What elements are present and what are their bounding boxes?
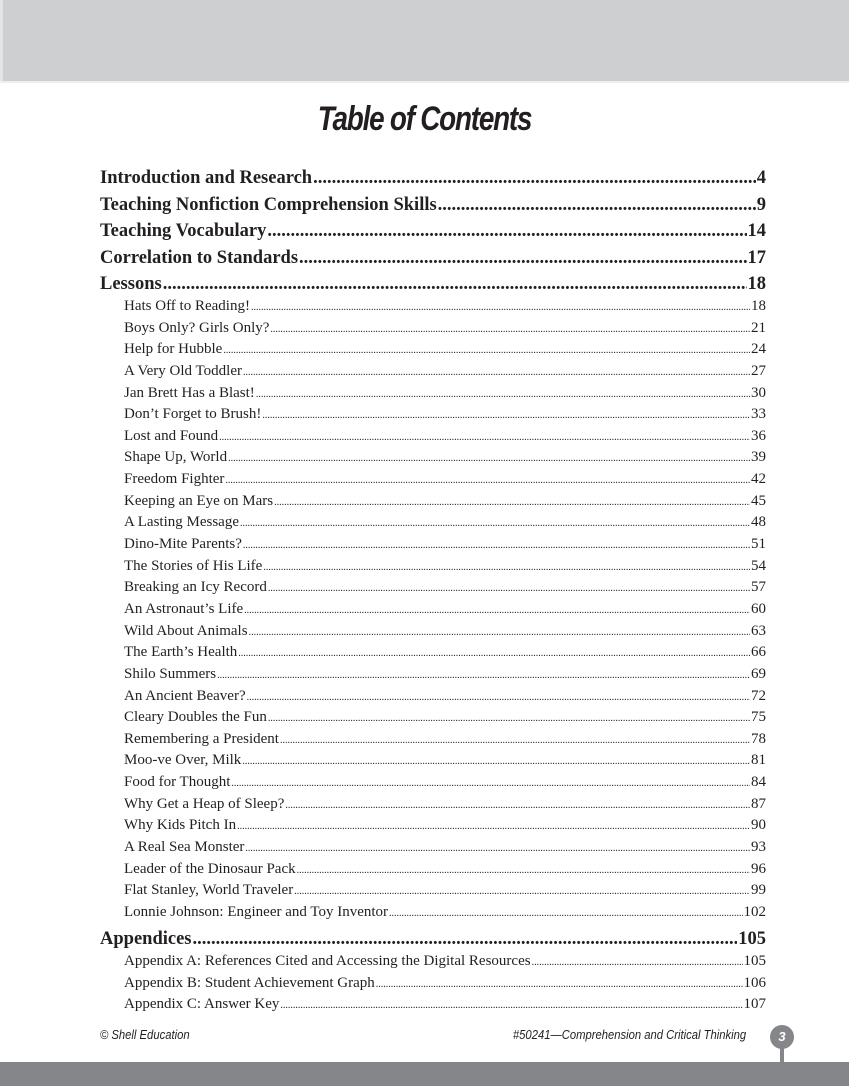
toc-entry[interactable] [124, 341, 766, 358]
toc-entry-label: Remembering a President [124, 730, 279, 747]
toc-entry-label: Shilo Summers [124, 665, 217, 682]
toc-entry-label: The Earth’s Health [124, 644, 238, 661]
dot-leader [268, 713, 750, 724]
toc-entry[interactable] [124, 817, 766, 834]
toc-section-page: 105 [738, 929, 766, 949]
dot-leader [274, 497, 750, 508]
toc-section-page: 9 [756, 194, 766, 215]
dot-leader [438, 195, 756, 216]
toc-entry-label: The Stories of His Life [124, 557, 263, 574]
toc-entry[interactable] [124, 363, 766, 380]
dot-leader [389, 908, 742, 919]
toc-entry-page: 51 [751, 536, 766, 553]
dot-leader [268, 583, 750, 594]
toc-entry-page: 45 [751, 492, 766, 509]
toc-entry-page: 24 [751, 341, 766, 358]
toc-entry[interactable] [124, 752, 766, 769]
toc-entry[interactable] [124, 975, 766, 992]
toc-section[interactable] [100, 168, 766, 189]
toc-section-label: Introduction and Research [100, 168, 313, 188]
toc-entry-label: Flat Stanley, World Traveler [124, 882, 294, 899]
toc-entry-label: A Lasting Message [124, 514, 239, 531]
header-band [0, 0, 849, 81]
toc-section[interactable] [100, 929, 766, 950]
header-band-edge [0, 0, 3, 81]
toc-entry-page: 105 [743, 953, 766, 969]
toc-entry[interactable] [124, 623, 766, 640]
toc-entry-page: 63 [751, 622, 766, 639]
dot-leader [228, 453, 750, 464]
footer-publisher: © Shell Education [100, 1028, 190, 1042]
toc-section[interactable] [100, 221, 766, 242]
toc-entry-label: Leader of the Dinosaur Pack [124, 860, 296, 877]
page-title: Table of Contents [317, 100, 532, 138]
dot-leader [219, 432, 750, 443]
toc-entry-label: An Astronaut’s Life [124, 600, 244, 617]
toc-entry[interactable] [124, 579, 766, 596]
footer-book-title: #50241—Comprehension and Critical Thinking [512, 1028, 746, 1042]
dot-leader [267, 221, 746, 242]
toc-entry-page: 30 [751, 384, 766, 401]
toc-entry-page: 66 [751, 644, 766, 661]
toc-entry-label: Keeping an Eye on Mars [124, 492, 274, 509]
toc-entry[interactable] [124, 449, 766, 466]
toc-entry-label: Lonnie Johnson: Engineer and Toy Inventor [124, 903, 389, 920]
toc-entry-page: 48 [751, 514, 766, 531]
toc-entry-label: Why Get a Heap of Sleep? [124, 795, 285, 812]
dot-leader [249, 627, 750, 638]
dot-leader [163, 274, 747, 295]
dot-leader [237, 821, 750, 832]
toc-entry-page: 107 [743, 996, 766, 1012]
toc-section[interactable] [100, 248, 766, 269]
toc-entry[interactable] [124, 953, 766, 970]
toc-entry-page: 72 [751, 687, 766, 704]
header-band-shadow [0, 81, 849, 83]
toc-entry-page: 36 [751, 427, 766, 444]
toc-entry-label: Jan Brett Has a Blast! [124, 384, 255, 401]
toc-entry-page: 93 [751, 839, 766, 855]
toc-entry-label: Moo-ve Over, Milk [124, 752, 242, 769]
footer-band [0, 1062, 849, 1086]
toc-entry[interactable] [124, 536, 766, 553]
toc-entry-label: Appendix A: References Cited and Accessing the Digital Resources [124, 953, 531, 969]
toc-entry-label: Cleary Doubles the Fun [124, 709, 267, 726]
toc-entry[interactable] [124, 774, 766, 791]
toc-entry-page: 75 [751, 709, 766, 726]
dot-leader [263, 562, 750, 573]
toc-entry-page: 106 [743, 974, 766, 991]
toc-section[interactable] [100, 195, 766, 216]
dot-leader [532, 957, 743, 968]
toc-section-label: Teaching Nonfiction Comprehension Skills [100, 194, 437, 215]
toc-entry-page: 54 [751, 557, 766, 574]
toc-entry[interactable] [124, 839, 766, 856]
toc-entry-label: Appendix C: Answer Key [124, 996, 280, 1012]
toc-entry[interactable] [124, 601, 766, 618]
dot-leader [280, 1000, 742, 1011]
toc-entry[interactable] [124, 428, 766, 445]
toc-entry-page: 33 [751, 406, 766, 423]
dot-leader [297, 865, 750, 876]
toc-section-page: 4 [756, 168, 766, 188]
toc-entry-label: Freedom Fighter [124, 471, 225, 488]
toc-entry-page: 84 [751, 774, 766, 791]
page-number-badge: 3 [770, 1025, 794, 1049]
toc-entry-label: Don’t Forget to Brush! [124, 406, 262, 423]
dot-leader [294, 886, 750, 897]
dot-leader [376, 979, 743, 990]
dot-leader [225, 475, 750, 486]
toc-entry-label: Shape Up, World [124, 449, 228, 466]
toc-section[interactable] [100, 274, 766, 295]
toc-entry-page: 27 [751, 362, 766, 379]
toc-section-label: Correlation to Standards [100, 247, 299, 268]
toc-entry-label: Help for Hubble [124, 341, 223, 358]
dot-leader [256, 389, 750, 400]
toc-entry[interactable] [124, 493, 766, 510]
toc-entry[interactable] [124, 688, 766, 705]
dot-leader [193, 929, 738, 950]
toc-entry-label: Breaking an Icy Record [124, 579, 267, 596]
toc-entry[interactable] [124, 882, 766, 899]
toc-section-label: Lessons [100, 274, 162, 294]
toc-entry-page: 42 [751, 471, 766, 488]
toc-entry-label: Lost and Found [124, 427, 219, 444]
toc-entry-label: Boys Only? Girls Only? [124, 319, 270, 336]
toc-entry[interactable] [124, 471, 766, 488]
toc-entry[interactable] [124, 996, 766, 1013]
toc-entry[interactable] [124, 514, 766, 531]
dot-leader [240, 518, 750, 529]
toc-entry-label: A Real Sea Monster [124, 839, 245, 855]
toc-entry-page: 96 [751, 860, 766, 877]
toc-entry[interactable] [124, 385, 766, 402]
toc-entry-label: Dino-Mite Parents? [124, 536, 242, 553]
toc-entry-label: Why Kids Pitch In [124, 817, 237, 834]
toc-entry[interactable] [124, 904, 766, 921]
dot-leader [242, 756, 750, 767]
toc-entry-page: 90 [751, 817, 766, 834]
dot-leader [251, 302, 750, 313]
toc-entry-label: Wild About Animals [124, 622, 248, 639]
dot-leader [285, 800, 750, 811]
dot-leader [299, 248, 746, 269]
toc-section-page: 14 [747, 221, 766, 241]
toc-entry-label: A Very Old Toddler [124, 362, 242, 379]
toc-entry-page: 21 [751, 319, 766, 336]
toc-entry[interactable] [124, 406, 766, 423]
dot-leader [243, 367, 750, 378]
toc-section-page: 17 [747, 247, 766, 268]
toc-entry[interactable] [124, 320, 766, 337]
dot-leader [270, 324, 750, 335]
toc-entry-page: 57 [751, 579, 766, 596]
toc-entry-page: 69 [751, 665, 766, 682]
toc-entry[interactable] [124, 558, 766, 575]
toc-entry[interactable] [124, 731, 766, 748]
dot-leader [243, 540, 750, 551]
toc-entry-page: 99 [751, 882, 766, 899]
page-number-stem [780, 1047, 784, 1063]
toc-entry-label: Hats Off to Reading! [124, 298, 250, 314]
toc-entry[interactable] [124, 644, 766, 661]
toc-entry-page: 60 [751, 600, 766, 617]
dot-leader [245, 843, 750, 854]
dot-leader [262, 410, 750, 421]
toc-entry-page: 18 [751, 298, 766, 314]
dot-leader [231, 778, 750, 789]
toc-entry-label: An Ancient Beaver? [124, 687, 246, 704]
toc-entry[interactable] [124, 666, 766, 683]
toc-entry-label: Appendix B: Student Achievement Graph [124, 974, 375, 991]
toc-entry-page: 87 [751, 795, 766, 812]
dot-leader [217, 670, 750, 681]
dot-leader [247, 692, 750, 703]
toc-section-page: 18 [747, 274, 766, 294]
toc-section-label: Appendices [100, 929, 192, 949]
dot-leader [244, 605, 750, 616]
toc-entry-label: Food for Thought [124, 774, 231, 791]
toc-entry-page: 81 [751, 752, 766, 769]
dot-leader [280, 735, 750, 746]
toc-entry-page: 39 [751, 449, 766, 466]
dot-leader [238, 648, 750, 659]
toc-entry[interactable] [124, 796, 766, 813]
toc-entry[interactable] [124, 709, 766, 726]
dot-leader [313, 168, 756, 189]
toc-entry[interactable] [124, 298, 766, 315]
dot-leader [223, 345, 750, 356]
toc-entry-page: 102 [743, 903, 766, 920]
toc-section-label: Teaching Vocabulary [100, 221, 267, 241]
toc-entry-page: 78 [751, 730, 766, 747]
toc-entry[interactable] [124, 861, 766, 878]
